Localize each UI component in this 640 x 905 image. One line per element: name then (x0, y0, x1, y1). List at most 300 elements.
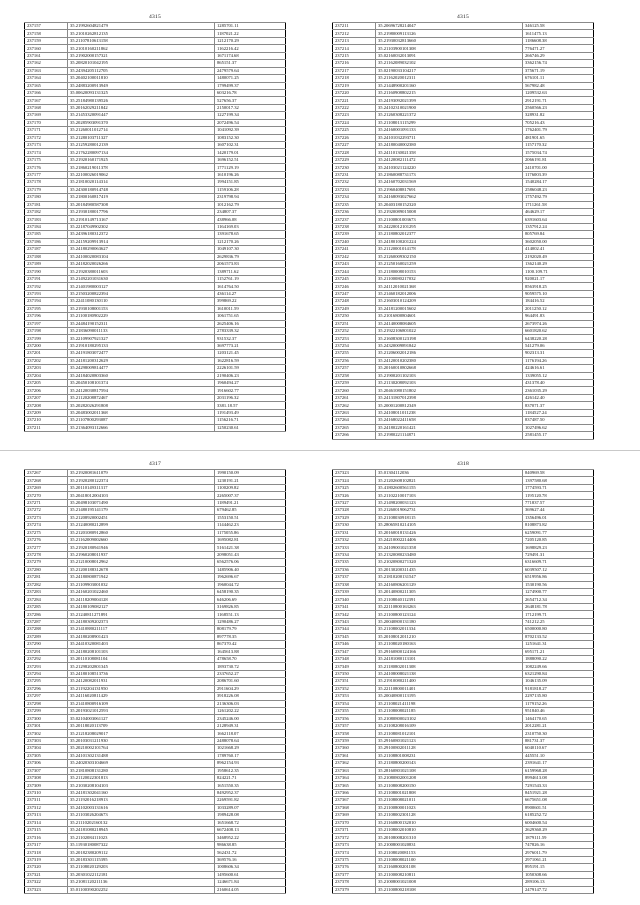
coordinate-cell: 35.21800160817419 (68, 194, 215, 201)
row-id-cell: 237231 (333, 171, 376, 178)
table-row (333, 685, 594, 692)
table-row (25, 171, 286, 178)
value-cell: 2581455.17 (523, 432, 594, 439)
coordinate-cell: 35.20418012004103 (68, 492, 215, 499)
coordinate-cell: 35.21081120211136 (68, 879, 215, 886)
coordinate-cell: 35.21920089015008 (376, 208, 523, 215)
table-row (25, 238, 286, 245)
value-cell: 1251641.31 (523, 641, 594, 648)
coordinate-cell: 35.21016800804601 (376, 313, 523, 320)
row-id-cell: 237256 (333, 357, 376, 364)
row-id-cell: 237283 (25, 589, 68, 596)
value-cell: 1195120.78 (523, 492, 594, 499)
row-id-cell: 237188 (25, 253, 68, 260)
row-id-cell: 237212 (333, 30, 376, 37)
value-cell: 1246671.84 (215, 879, 286, 886)
value-cell: 1389711.62 (215, 268, 286, 275)
value-cell: 1960494.27 (215, 380, 286, 387)
row-id-cell: 237254 (333, 342, 376, 349)
coordinate-cell: 35.20498103071490 (68, 499, 215, 506)
coordinate-cell: 35.20160018131426 (376, 529, 523, 536)
table-row (25, 618, 286, 625)
table-row (333, 470, 594, 477)
coordinate-cell: 35.21102210017103 (376, 492, 523, 499)
table-row (333, 611, 594, 618)
coordinate-cell: 35.24160702031569 (376, 179, 523, 186)
table-row (333, 52, 594, 59)
table-row (25, 268, 286, 275)
value-cell: 705216.43 (523, 119, 594, 126)
table-row (333, 507, 594, 514)
row-id-cell: 237366 (333, 789, 376, 796)
coordinate-cell: 35.20040800131180 (376, 618, 523, 625)
row-id-cell: 237327 (333, 499, 376, 506)
value-cell: 2072496.54 (215, 119, 286, 126)
value-cell: 2098051.43 (215, 551, 286, 558)
row-id-cell: 237350 (333, 670, 376, 677)
row-id-cell: 237168 (25, 104, 68, 111)
row-id-cell: 237165 (25, 82, 68, 89)
table-row (333, 60, 594, 67)
table-row (333, 678, 594, 685)
value-cell: 1495600.61 (215, 871, 286, 878)
row-id-cell: 237162 (25, 60, 68, 67)
coordinate-cell: 35.20130200311435 (376, 566, 523, 573)
value-cell: 1391678.65 (215, 231, 286, 238)
value-cell: 2012281.21 (523, 722, 594, 729)
table-row (333, 581, 594, 588)
value-cell: 1695082.81 (215, 536, 286, 543)
row-id-cell: 237304 (25, 745, 68, 752)
coordinate-cell: 35.21120022301813 (68, 774, 215, 781)
coordinate-cell: 35.21108030918115 (376, 514, 523, 521)
coordinate-cell: 35.20140800211305 (376, 589, 523, 596)
coordinate-cell: 35.24101302131488 (68, 752, 215, 759)
table-row (25, 819, 286, 826)
row-id-cell: 237205 (25, 380, 68, 387)
row-id-cell: 237185 (25, 231, 68, 238)
coordinate-cell: 35.24182020026266 (68, 261, 215, 268)
table-row (333, 201, 594, 208)
table-row (25, 477, 286, 484)
row-id-cell: 237208 (25, 402, 68, 409)
table-row (25, 559, 286, 566)
value-cell: 1082249.66 (523, 663, 594, 670)
coordinate-cell: 35.21280103711327 (68, 134, 215, 141)
coordinate-cell: 35.21980221114871 (376, 432, 523, 439)
row-id-cell: 237218 (333, 75, 376, 82)
row-id-cell: 237169 (25, 112, 68, 119)
table-row (25, 142, 286, 149)
coordinate-cell: 35.20402100011810 (68, 75, 215, 82)
row-id-cell: 237333 (333, 544, 376, 551)
value-cell: 1168551.13 (215, 611, 286, 618)
row-id-cell: 237274 (25, 522, 68, 529)
row-id-cell: 237179 (25, 186, 68, 193)
table-row (333, 142, 594, 149)
row-id-cell: 237321 (25, 871, 68, 878)
coordinate-cell: 35.21401980003127 (68, 283, 215, 290)
coordinate-cell: 35.21008001020831 (376, 841, 523, 848)
coordinate-cell: 35.24102003131616 (68, 804, 215, 811)
row-id-cell: 237285 (25, 603, 68, 610)
table-row (333, 849, 594, 856)
coordinate-cell: 35.21810808131280 (68, 767, 215, 774)
table-row (333, 484, 594, 491)
table-row (333, 536, 594, 543)
row-id-cell: 237326 (333, 492, 376, 499)
value-cell: 603216.78 (215, 89, 286, 96)
coordinate-cell: 35.24120030817594 (68, 387, 215, 394)
row-id-cell: 237337 (333, 574, 376, 581)
table-row (333, 566, 594, 573)
value-cell: 1189491.21 (215, 499, 286, 506)
row-id-cell: 237223 (333, 112, 376, 119)
coordinate-cell: 35.24160806201129 (376, 581, 523, 588)
table-row (25, 253, 286, 260)
value-cell: 8108873.82 (523, 522, 594, 529)
table-row (333, 789, 594, 796)
table-row (333, 380, 594, 387)
table-row (25, 551, 286, 558)
table-row (333, 67, 594, 74)
value-cell: 1250230.61 (215, 424, 286, 431)
table-row (25, 231, 286, 238)
table-row (333, 477, 594, 484)
table-row (333, 752, 594, 759)
coordinate-cell: 35.24181080113101 (376, 655, 523, 662)
value-cell: 837071.37 (523, 402, 594, 409)
coordinate-cell: 35.21008001021008 (376, 879, 523, 886)
table-row (333, 119, 594, 126)
table-row (25, 626, 286, 633)
value-cell: 1157170.32 (523, 142, 594, 149)
coordinate-cell: 35.24120082111472 (376, 156, 523, 163)
row-id-cell: 237347 (333, 648, 376, 655)
table-row (25, 470, 286, 477)
value-cell: 2337652.27 (215, 670, 286, 677)
table-row (25, 507, 286, 514)
table-row (333, 275, 594, 282)
row-id-cell: 237178 (25, 179, 68, 186)
table-row (333, 432, 594, 439)
table-row (333, 812, 594, 819)
value-cell: 1212170.26 (215, 238, 286, 245)
row-id-cell: 237319 (25, 856, 68, 863)
value-cell: 1771129.19 (215, 164, 286, 171)
coordinate-cell: 35.01100390202252 (68, 886, 215, 893)
table-row (25, 827, 286, 834)
coordinate-cell: 35.20103031211930 (68, 737, 215, 744)
table-row (25, 722, 286, 729)
row-id-cell: 237270 (25, 492, 68, 499)
row-id-cell: 237338 (333, 581, 376, 588)
value-cell: 2625406.16 (215, 320, 286, 327)
row-id-cell: 237226 (333, 134, 376, 141)
row-id-cell: 237312 (25, 804, 68, 811)
table-row (333, 641, 594, 648)
value-cell: 1191493.49 (215, 409, 286, 416)
value-cell: 1540284.17 (523, 179, 594, 186)
table-row (333, 864, 594, 871)
table-row (333, 544, 594, 551)
value-cell: 1610196.26 (215, 171, 286, 178)
coordinate-cell: 35.24180208101103 (68, 648, 215, 655)
table-row (333, 700, 594, 707)
row-id-cell: 237228 (333, 149, 376, 156)
coordinate-cell: 35.22109907921327 (68, 335, 215, 342)
table-row (25, 745, 286, 752)
table-row (25, 164, 286, 171)
value-cell: 2911604.29 (215, 685, 286, 692)
row-id-cell: 237368 (333, 804, 376, 811)
value-cell: 8563918.25 (523, 283, 594, 290)
table-row (333, 23, 594, 30)
coordinate-cell: 35.02104003061127 (68, 715, 215, 722)
coordinate-cell: 35.24168022411658 (376, 417, 523, 424)
table-row (333, 663, 594, 670)
table-row (333, 417, 594, 424)
value-cell: 2391641.17 (523, 760, 594, 767)
row-id-cell: 237271 (25, 499, 68, 506)
value-cell: 7291543.33 (523, 782, 594, 789)
value-cell: 776471.27 (523, 45, 594, 52)
row-id-cell: 237258 (333, 372, 376, 379)
value-cell: 1712199.71 (523, 611, 594, 618)
row-id-cell: 237277 (25, 544, 68, 551)
value-cell: 1083152.30 (215, 134, 286, 141)
coordinate-cell: 35.22110800011401 (376, 685, 523, 692)
value-cell: 2654712.34 (523, 596, 594, 603)
value-cell: 1553150.51 (215, 514, 286, 521)
block-title: 4318 (457, 461, 469, 467)
coordinate-cell: 35.21480195141179 (68, 507, 215, 514)
coordinate-cell: 35.21108008021185 (376, 708, 523, 715)
row-id-cell: 237353 (333, 693, 376, 700)
coordinate-cell: 35.24159209913914 (68, 238, 215, 245)
row-id-cell: 237377 (333, 871, 376, 878)
row-id-cell: 237334 (333, 551, 376, 558)
value-cell: 1049107.30 (215, 246, 286, 253)
coordinate-cell: 35.21100801003673 (376, 216, 523, 223)
table-row (333, 350, 594, 357)
row-id-cell: 237197 (25, 320, 68, 327)
table-row (333, 737, 594, 744)
value-cell: 6039507.12 (523, 566, 594, 573)
row-id-cell: 237213 (333, 37, 376, 44)
row-id-cell: 237359 (333, 737, 376, 744)
table-row (25, 730, 286, 737)
coordinate-cell: 35.21460182012006 (376, 290, 523, 297)
value-cell: 1046135.09 (523, 678, 594, 685)
row-id-cell: 237339 (333, 589, 376, 596)
row-id-cell: 237374 (333, 849, 376, 856)
value-cell: 2673974.26 (523, 320, 594, 327)
coordinate-cell: 35.20118020113709 (68, 722, 215, 729)
table-row (333, 827, 594, 834)
value-cell: 1696152.51 (215, 156, 286, 163)
table-row (333, 402, 594, 409)
value-cell: 2479579.64 (215, 67, 286, 74)
row-id-cell: 237184 (25, 223, 68, 230)
coordinate-cell: 35.02160032013091 (376, 52, 523, 59)
row-id-cell: 237166 (25, 89, 68, 96)
table-row (25, 283, 286, 290)
coordinate-cell: 35.20110149311317 (68, 484, 215, 491)
coordinate-cell: 35.21410880211117 (68, 626, 215, 633)
row-id-cell: 237215 (333, 52, 376, 59)
row-id-cell: 237206 (25, 387, 68, 394)
table-row (25, 812, 286, 819)
row-id-cell: 237351 (333, 678, 376, 685)
coordinate-cell: 35.21902000157321 (68, 52, 215, 59)
coordinate-cell: 35.21108002301128 (376, 812, 523, 819)
value-cell: 1356496.01 (523, 514, 594, 521)
coordinate-cell: 35.21109903001032 (68, 581, 215, 588)
table-row (333, 97, 594, 104)
coordinate-cell: 35.21900201102103 (376, 372, 523, 379)
row-id-cell: 237177 (25, 171, 68, 178)
table-row (25, 797, 286, 804)
table-row (333, 238, 594, 245)
table-row (25, 104, 286, 111)
value-cell: 464629.17 (523, 208, 594, 215)
value-cell: 436114.27 (215, 290, 286, 297)
coordinate-cell: 35.21260011012714 (68, 127, 215, 134)
row-id-cell: 237324 (333, 477, 376, 484)
coordinate-cell: 35.21260009302150 (376, 253, 523, 260)
value-cell: 2345246.00 (215, 715, 286, 722)
value-cell: 1610011.59 (215, 305, 286, 312)
value-cell: 1799499.37 (215, 82, 286, 89)
coordinate-cell: 35.21030208104103 (68, 782, 215, 789)
table-row (25, 864, 286, 871)
table-row (25, 834, 286, 841)
row-id-cell: 237343 (333, 618, 376, 625)
value-cell: 1789760.17 (215, 752, 286, 759)
value-cell: 1261202.22 (215, 708, 286, 715)
table-row (25, 305, 286, 312)
coordinate-cell: 35.21162089032102 (376, 60, 523, 67)
coordinate-cell: 35.20184980587308 (68, 201, 215, 208)
row-id-cell: 237332 (333, 536, 376, 543)
value-cell: 431378.40 (523, 380, 594, 387)
table-row (333, 112, 594, 119)
block-title: 4315 (457, 14, 469, 20)
coordinate-cell: 35.20108012011210 (376, 633, 523, 640)
coordinate-cell: 35.24300180914748 (68, 186, 215, 193)
coordinate-cell: 35.21810200131547 (376, 574, 523, 581)
table-row (25, 522, 286, 529)
value-cell: 2269591.82 (215, 797, 286, 804)
row-id-cell: 237260 (333, 387, 376, 394)
value-cell: 1100209.82 (215, 484, 286, 491)
coordinate-cell: 35.21108013115299 (376, 119, 523, 126)
coordinate-cell: 35.20403180152320 (376, 201, 523, 208)
table-row (25, 700, 286, 707)
table-row (25, 424, 286, 431)
row-id-cell: 237170 (25, 119, 68, 126)
value-cell: 2192020.49 (523, 253, 594, 260)
row-id-cell: 237181 (25, 201, 68, 208)
coordinate-cell: 35.24168093027662 (376, 194, 523, 201)
table-row (25, 186, 286, 193)
coordinate-cell: 35.29160801021123 (376, 737, 523, 744)
row-id-cell: 237266 (333, 432, 376, 439)
table-row (333, 603, 594, 610)
coordinate-cell: 35.21100800011023 (376, 804, 523, 811)
table-row (25, 387, 286, 394)
table-row (25, 752, 286, 759)
table-row (25, 298, 286, 305)
coordinate-cell: 35.24180109082127 (68, 603, 215, 610)
row-id-cell: 237261 (333, 394, 376, 401)
row-id-cell: 237316 (25, 834, 68, 841)
row-id-cell: 237273 (25, 514, 68, 521)
table-row (333, 305, 594, 312)
coordinate-cell: 35.21259280012139 (68, 142, 215, 149)
data-table (24, 469, 286, 894)
coordinate-cell: 35.21100008210811 (376, 871, 523, 878)
coordinate-cell: 35.24120082011931 (68, 678, 215, 685)
coordinate-cell: 35.20210002101764 (68, 745, 215, 752)
table-row (25, 693, 286, 700)
value-cell: 7205120.85 (523, 536, 594, 543)
row-id-cell: 237280 (25, 566, 68, 573)
value-cell: 1164169.03 (215, 223, 286, 230)
row-id-cell: 237209 (25, 409, 68, 416)
row-id-cell: 237174 (25, 149, 68, 156)
value-cell: 6562576.06 (215, 559, 286, 566)
coordinate-cell: 35.21010262812135 (68, 30, 215, 37)
row-id-cell: 237180 (25, 194, 68, 201)
coordinate-cell: 35.21762280097134 (68, 149, 215, 156)
value-cell: 562431.72 (215, 849, 286, 856)
value-cell: 2488078.64 (215, 737, 286, 744)
coordinate-cell: 35.20182380209112 (68, 849, 215, 856)
row-id-cell: 237358 (333, 730, 376, 737)
value-cell: 1879111.59 (523, 834, 594, 841)
block-title: 4317 (149, 461, 161, 467)
row-id-cell: 237330 (333, 522, 376, 529)
value-cell: 1357912.24 (523, 223, 594, 230)
value-cell: 951840.46 (523, 708, 594, 715)
value-cell: 2136306.03 (215, 700, 286, 707)
coordinate-cell: 35.21010160211862 (68, 45, 215, 52)
coordinate-cell: 35.24210002214406 (376, 536, 523, 543)
row-id-cell: 237276 (25, 536, 68, 543)
table-row (25, 52, 286, 59)
row-id-cell: 237318 (25, 849, 68, 856)
coordinate-cell: 35.21103900101308 (376, 45, 523, 52)
row-id-cell: 237202 (25, 357, 68, 364)
coordinate-cell: 35.24108011011238 (376, 409, 523, 416)
table-row (333, 30, 594, 37)
coordinate-cell: 35.24320009891842 (376, 342, 523, 349)
coordinate-cell: 35.21180008010153 (376, 268, 523, 275)
value-cell: 567982.48 (523, 82, 594, 89)
row-id-cell: 237291 (25, 648, 68, 655)
table-row (333, 89, 594, 96)
coordinate-cell: 35.21448900201160 (376, 82, 523, 89)
coordinate-cell: 35.20001200812349 (376, 402, 523, 409)
value-cell: 2310750.30 (523, 730, 594, 737)
value-cell: 1100.109.71 (523, 268, 594, 275)
coordinate-cell: 35.20483002011368 (68, 409, 215, 416)
value-cell: 6601820.62 (523, 327, 594, 334)
coordinate-cell: 35.21108081012101 (376, 730, 523, 737)
data-table (332, 469, 594, 894)
